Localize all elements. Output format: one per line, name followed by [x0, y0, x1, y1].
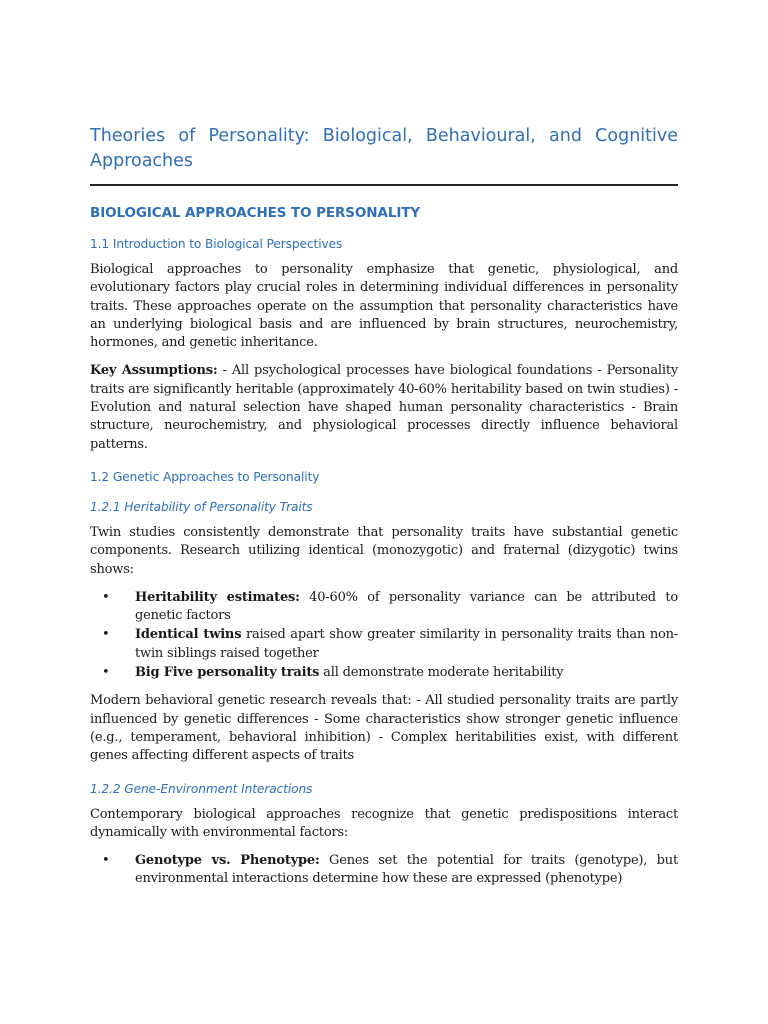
paragraph-contemporary: Contemporary biological approaches recognize that genetic predispositions interact dynamically with environmental factors: — [90, 806, 678, 840]
paragraph-key-assumptions — [90, 362, 678, 453]
key-assumptions-text: - All psychological processes have biological foundations - Personality traits are significantly heritable (approximately 40-60% heritability based on twin studies) - Evolution and natural selection have shaped human personality characteristics - Brain structure, neurochemistry, and physiological processes directly influence behavioral patterns. — [90, 363, 678, 452]
list-item — [90, 664, 678, 682]
heritability-bullet-list — [90, 589, 678, 682]
bullet-glyph: • — [102, 665, 110, 681]
bullet-glyph: • — [102, 853, 110, 869]
bullet-glyph: • — [102, 589, 110, 605]
bullet-bold-label: Heritability estimates: — [135, 589, 300, 605]
subsection-heading-1-2-1: 1.2.1 Heritability of Personality Traits — [90, 499, 313, 514]
document-content — [90, 124, 678, 890]
paragraph-modern-research: Modern behavioral genetic research reveals that: - All studied personality traits are partly influenced by genetic differences - Some characteristics show stronger genetic influence (e.g., temperament, behavioral inhibition) - Complex heritabilities exist, with different genes affecting different aspects of traits — [90, 693, 678, 764]
bullet-bold-label: Big Five personality traits — [135, 665, 320, 681]
bullet-bold-label: Genotype vs. Phenotype: — [135, 853, 320, 869]
subsection-heading-1-2: 1.2 Genetic Approaches to Personality — [90, 469, 320, 484]
bullet-bold-label: Identical twins — [135, 627, 242, 643]
list-item — [90, 852, 678, 889]
subsection-heading-1-2-2: 1.2.2 Gene-Environment Interactions — [90, 781, 313, 796]
paragraph-intro: Biological approaches to personality emphasize that genetic, physiological, and evolutionary factors play crucial roles in determining individual differences in personality traits. These approaches operate on the assumption that personality characteristics have an underlying biological basis and are influenced by brain structures, neurochemistry, hormones, and genetic inheritance. — [90, 262, 678, 351]
list-item — [90, 626, 678, 663]
list-item — [90, 589, 678, 626]
gxe-bullet-list — [90, 852, 678, 889]
bullet-text: 40-60% of personality variance can be attributed to genetic factors — [135, 589, 678, 624]
key-assumptions-label: Key Assumptions: — [90, 363, 218, 379]
subsection-heading-1-1: 1.1 Introduction to Biological Perspectives — [90, 237, 343, 251]
bullet-text: Genes set the potential for traits (genotype), but environmental interactions determine how these are expressed (phenotype) — [135, 853, 678, 887]
document-title: Theories of Personality: Biological, Behavioural, and Cognitive Approaches — [90, 126, 678, 171]
section-heading: BIOLOGICAL APPROACHES TO PERSONALITY — [90, 205, 421, 221]
bullet-text: raised apart show greater similarity in personality traits than non-twin siblings raised together — [135, 627, 678, 661]
bullet-glyph: • — [102, 627, 110, 643]
paragraph-twin-studies: Twin studies consistently demonstrate that personality traits have substantial genetic components. Research utilizing identical (monozygotic) and fraternal (dizygotic) twins shows: — [90, 524, 678, 577]
bullet-text: all demonstrate moderate heritability — [319, 665, 564, 681]
title-divider — [90, 184, 678, 186]
